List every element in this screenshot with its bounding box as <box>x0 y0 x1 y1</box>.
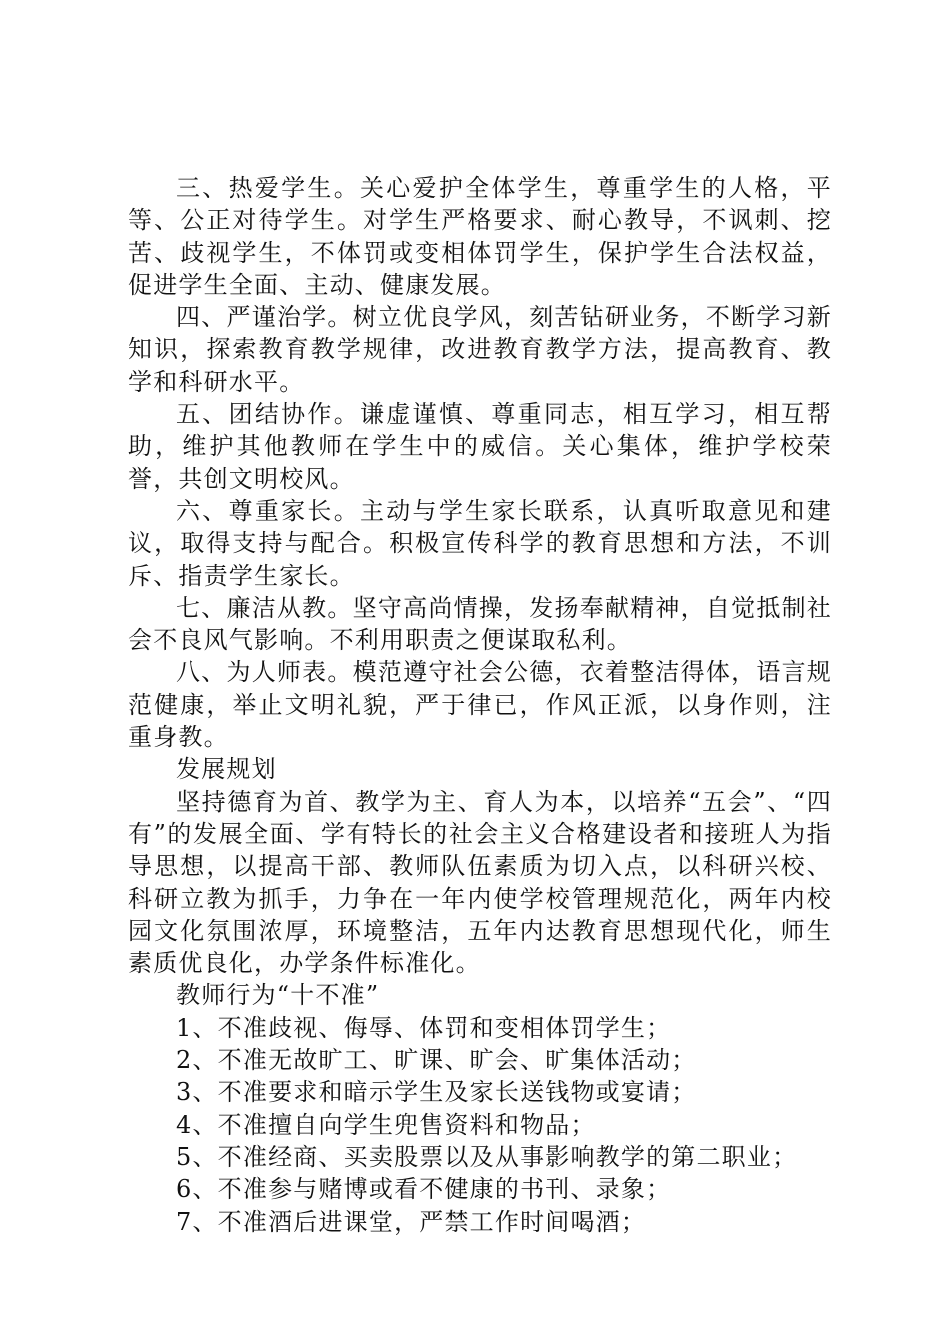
rule-item: 5、不准经商、买卖股票以及从事影响教学的第二职业； <box>176 1142 798 1171</box>
paragraph-respect-parents: 六、尊重家长。主动与学生家长联系，认真听取意见和建议，取得支持与配合。积极宣传科学的教育思想和方法，不训斥、指责学生家长。 <box>128 496 832 590</box>
rule-item: 6、不准参与赌博或看不健康的书刊、录象； <box>176 1175 672 1204</box>
rule-item: 1、不准歧视、侮辱、体罚和变相体罚学生； <box>176 1013 672 1042</box>
paragraph-teamwork: 五、团结协作。谦虚谨慎、尊重同志，相互学习，相互帮助，维护其他教师在学生中的威信。关心集体，维护学校荣誉，共创文明校风。 <box>128 400 832 493</box>
paragraph-rigorous-study: 四、严谨治学。树立优良学风，刻苦钻研业务，不断学习新知识，探索教育教学规律，改进教育教学方法，提高教育、教学和科研水平。 <box>128 303 832 396</box>
rule-item: 2、不准无故旷工、旷课、旷会、旷集体活动； <box>176 1046 697 1075</box>
rule-item: 4、不准擅自向学生兜售资料和物品； <box>176 1110 596 1139</box>
rule-item: 7、不准酒后进课堂，严禁工作时间喝酒； <box>176 1207 647 1236</box>
paragraph-love-students: 三、热爱学生。关心爱护全体学生，尊重学生的人格，平等、公正对待学生。对学生严格要求、耐心教导，不讽刺、挖苦、歧视学生，不体罚或变相体罚学生，保护学生合法权益，促进学生全面、主动、健康发展。 <box>128 174 832 299</box>
rule-item: 3、不准要求和暗示学生及家长送钱物或宴请； <box>176 1078 697 1107</box>
paragraph-role-model: 八、为人师表。模范遵守社会公德，衣着整洁得体，语言规范健康，举止文明礼貌，严于律已，作风正派，以身作则，注重身教。 <box>128 658 832 752</box>
plan-heading: 发展规划 <box>176 755 277 784</box>
paragraph-integrity: 七、廉洁从教。坚守高尚情操，发扬奉献精神，自觉抵制社会不良风气影响。不利用职责之便谋取私利。 <box>128 593 832 655</box>
document-body <box>128 172 832 1238</box>
plan-paragraph: 坚持德育为首、教学为主、育人为本，以培养“五会”、“四有”的发展全面、学有特长的社会主义合格建设者和接班人为指导思想，以提高干部、教师队伍素质为切入点，以科研兴校、科研立教为抓手，力争在一年内使学校管理规范化，两年内校园文化氛围浓厚，环境整洁，五年内达教育思想现代化，师生素质优良化，办学条件标准化。 <box>128 787 832 978</box>
rules-heading: 教师行为“十不准” <box>176 981 380 1010</box>
